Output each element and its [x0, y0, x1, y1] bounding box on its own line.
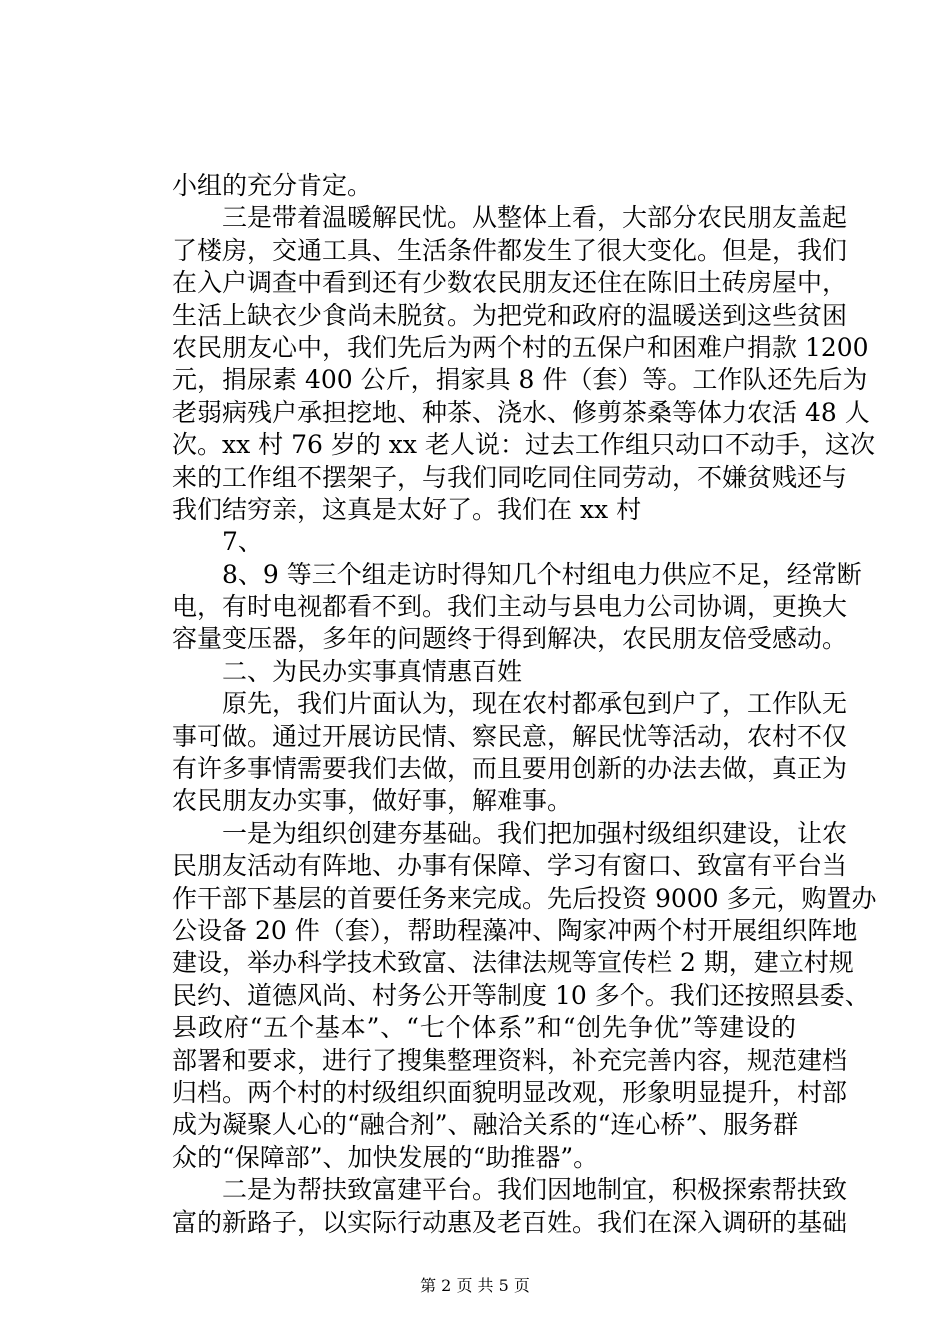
text-line: 7、: [222, 527, 263, 557]
text-line: 电，有时电视都看不到。我们主动与县电力公司协调，更换大: [172, 592, 848, 622]
text-line: 容量变压器，多年的问题终于得到解决，农民朋友倍受感动。: [172, 624, 848, 654]
text-line: 成为凝聚人心的“融合剂”、融洽关系的“连心桥”、服务群: [172, 1110, 799, 1140]
text-line: 二是为帮扶致富建平台。我们因地制宜，积极探索帮扶致: [222, 1175, 848, 1205]
text-line: 二、为民办实事真情惠百姓: [222, 656, 523, 686]
document-body: [172, 170, 877, 1239]
text-line: 老弱病残户承担挖地、种茶、浇水、修剪茶桑等体力农活 48 人: [172, 397, 870, 427]
text-line: 次。xx 村 76 岁的 xx 老人说：过去工作组只动口不动手，这次: [172, 430, 875, 460]
text-line: 众的“保障部”、加快发展的“助推器”。: [172, 1142, 599, 1172]
text-line: 小组的充分肯定。: [172, 171, 373, 200]
text-line: 公设备 20 件（套），帮助程藻冲、陶家冲两个村开展组织阵地: [172, 915, 858, 945]
text-line: 了楼房，交通工具、生活条件都发生了很大变化。但是，我们: [172, 235, 848, 265]
text-line: 建设，举办科学技术致富、法律法规等宣传栏 2 期，建立村规: [172, 948, 854, 978]
text-line: 来的工作组不摆架子，与我们同吃同住同劳动，不嫌贫贱还与: [172, 462, 848, 492]
page-footer: 第 2 页 共 5 页: [420, 1276, 530, 1295]
text-line: 我们结穷亲，这真是太好了。我们在 xx 村: [172, 494, 642, 524]
text-line: 三是带着温暖解民忧。从整体上看，大部分农民朋友盖起: [222, 203, 848, 233]
text-line: 生活上缺衣少食尚未脱贫。为把党和政府的温暖送到这些贫困: [172, 300, 848, 330]
text-line: 归档。两个村的村级组织面貌明显改观，形象明显提升，村部: [172, 1077, 848, 1107]
text-line: 民朋友活动有阵地、办事有保障、学习有窗口、致富有平台当: [172, 851, 848, 881]
text-line: 作干部下基层的首要任务来完成。先后投资 9000 多元，购置办: [172, 883, 877, 913]
text-line: 农民朋友办实事，做好事，解难事。: [172, 786, 573, 816]
text-line: 民约、道德风尚、村务公开等制度 10 多个。我们还按照县委、: [172, 980, 870, 1010]
text-line: 部署和要求，进行了搜集整理资料，补充完善内容，规范建档: [172, 1045, 848, 1075]
text-line: 有许多事情需要我们去做，而且要用创新的办法去做，真正为: [172, 754, 848, 784]
text-line: 县政府“五个基本”、“七个体系”和“创先争优”等建设的: [172, 1013, 796, 1043]
text-line: 元，捐尿素 400 公斤，捐家具 8 件（套）等。工作队还先后为: [172, 365, 868, 395]
text-line: 农民朋友心中，我们先后为两个村的五保户和困难户捐款 1200: [172, 332, 869, 362]
text-line: 富的新路子，以实际行动惠及老百姓。我们在深入调研的基础: [172, 1207, 848, 1237]
text-line: 一是为组织创建夯基础。我们把加强村级组织建设，让农: [222, 818, 848, 848]
text-line: 8、9 等三个组走访时得知几个村组电力供应不足，经常断: [222, 559, 862, 589]
text-line: 在入户调查中看到还有少数农民朋友还住在陈旧土砖房屋中，: [172, 268, 848, 298]
text-line: 原先，我们片面认为，现在农村都承包到户了，工作队无: [222, 689, 848, 719]
text-line: 事可做。通过开展访民情、察民意，解民忧等活动，农村不仅: [172, 721, 848, 751]
